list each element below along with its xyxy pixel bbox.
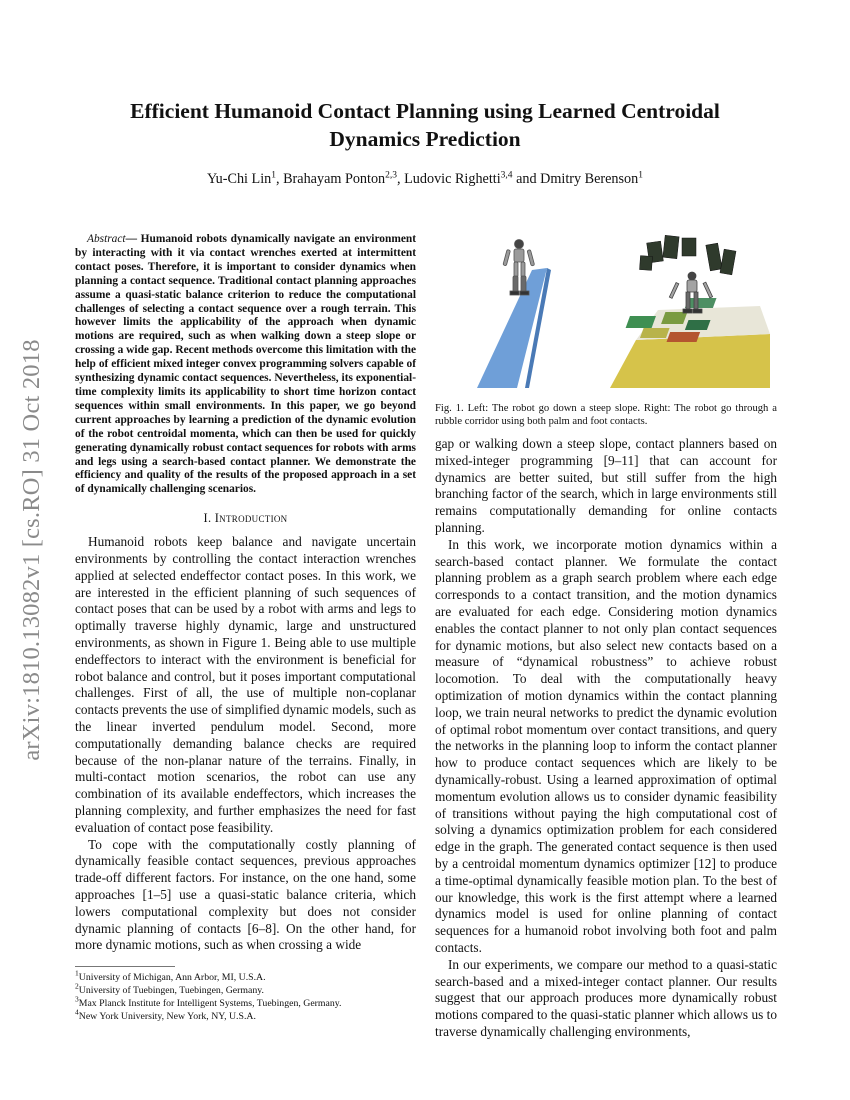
footnote-text: University of Tuebingen, Tuebingen, Germany. <box>78 985 264 997</box>
figure-caption: Fig. 1. Left: The robot go down a steep slope. Right: The robot go through a rubble corridor using both palm and foot contacts. <box>435 403 777 427</box>
footnote-mark: 2 <box>75 981 79 991</box>
abstract <box>75 233 416 497</box>
footnote-mark: 4 <box>75 1007 79 1017</box>
section-number: I. <box>203 511 212 526</box>
footnote <box>75 1007 416 1023</box>
footnote-text: New York University, New York, NY, U.S.A. <box>78 1011 256 1023</box>
affiliation-mark: 3,4 <box>500 170 513 181</box>
figure-1 <box>435 228 777 388</box>
footnote <box>75 968 416 984</box>
right-body <box>435 436 777 1041</box>
paper-title <box>80 97 770 153</box>
paragraph: In our experiments, we compare our method to a quasi-static search-based and a mixed-integer contact planner. Our results suggest that our approach produces more dynamically robust motions compared to the quasi-static planner which allows us to traverse dynamically challenging environments, <box>435 956 777 1039</box>
footnote <box>75 994 416 1010</box>
author-list <box>80 171 770 188</box>
rubble-corridor-image <box>610 228 770 388</box>
footnote-rule <box>75 966 175 967</box>
arxiv-identifier: arXiv:1810.13082v1 [cs.RO] 31 Oct 2018 <box>18 339 45 761</box>
slope-robot-image <box>437 228 597 388</box>
right-column <box>435 228 777 1041</box>
author-name: and Dmitry Berenson <box>512 171 639 187</box>
footnote <box>75 981 416 997</box>
author-name: Yu-Chi Lin <box>207 171 272 187</box>
author-name: , Ludovic Righetti <box>397 171 501 187</box>
author-name: , Brahayam Ponton <box>276 171 386 187</box>
paragraph: Humanoid robots keep balance and navigate uncertain environments by controlling the contact interaction wrenches applied at selected endeffector contact poses. In this work, we are interested in the efficient planning of such sequences of contact poses that can be used by a robot with arms and legs to optimally traverse highly dynamic, large and unstructured environments, as shown in Figure 1. Being able to use multiple endeffectors to interact with the environment is beneficial for robot balance and control, but it poses important computational challenges. First of all, the use of multiple non-coplanar contacts prevents the use of simplified dynamic models, such as the linear inverted pendulum model. Second, more computationally demanding balance checks are required because of the non-planar nature of the terrains. Finally, in multi-contact motion scenarios, the robot can use any combination of its available endeffectors, which increases the planning complexity, and further emphasizes the need for fast evaluation of contact pose feasibility. <box>75 534 416 835</box>
footnote-text: Max Planck Institute for Intelligent Systems, Tuebingen, Germany. <box>78 998 342 1010</box>
affiliation-mark: 1 <box>638 170 643 181</box>
paragraph: gap or walking down a steep slope, contact planners based on mixed-integer programming [9–11] that can account for dynamics are better suited, but still suffer from the high branching factor of the search, which in large environments still remains computationally demanding for online contacts planning. <box>435 436 777 535</box>
section-title: Introduction <box>214 511 288 526</box>
footnote-mark: 3 <box>75 994 79 1004</box>
footnote-text: University of Michigan, Ann Arbor, MI, U.S.A. <box>78 972 266 984</box>
paragraph: To cope with the computationally costly planning of dynamically feasible contact sequences, previous approaches trade-off different factors. For instance, on the one hand, some approaches [1–5] use a quasi-static balance criteria, which lowers computational complexity but does not consider dynamic planning of contacts [6–8]. On the other hand, for more dynamic motions, such as when crossing a wide <box>75 836 416 953</box>
abstract-text: — Humanoid robots dynamically navigate an environment by interacting with it via contact wrenches exerted at intermittent contact poses. Therefore, it is important to consider dynamics when planning a contact sequence. Traditional contact planning approaches assume a quasi-static balance criterion to reduce the computational challenges of selecting a contact sequence over a rough terrain. This however limits the applicability of the approach when dynamic motions are required, such as when walking down a steep slope or crossing a wide gap. Recent methods overcome this limitation with the help of efficient mixed integer convex programming solvers capable of synthesizing dynamic contact sequences. Nevertheless, its exponential-time complexity limits its applicability to short time horizon contact sequences within small environments. In this paper, we go beyond current approaches by learning a prediction of the dynamic evolution of the robot centroidal momenta, which can then be used for quickly generating dynamically robust contact sequences for robots with arms and legs using a search-based contact planner. We demonstrate the efficiency and quality of the results of the proposed approach in a set of dynamically challenging scenarios. <box>75 233 416 496</box>
affiliation-mark: 2,3 <box>385 170 398 181</box>
abstract-label: Abstract <box>87 233 126 245</box>
title-line-2: Dynamics Prediction <box>329 127 521 151</box>
title-line-1: Efficient Humanoid Contact Planning using Learned Centroidal <box>130 99 720 123</box>
paragraph: In this work, we incorporate motion dynamics within a search-based contact planner. We formulate the contact planning problem as a graph search problem where each edge corresponds to a contact transition, and the motion dynamics are evaluated for each edge. Considering motion dynamics enables the contact planner to not only plan contact sequences for dynamic motions, but also select new contacts based on a measure of “dynamical robustness” to achieve robust locomotion. To deal with the computationally heavy optimization of motion dynamics within the contact planning loop, we train neural networks to predict the dynamic evolution of optimal robot momentum over contact transitions, and query the networks in the planning loop to inform the contact planner how to produce contact sequences which are likely to be dynamically-robust. Using a learned approximation of optimal momentum evolution allows us to consider dynamic feasibility of transitions without paying the high computational cost of solving a dynamics optimization problem for each considered edge in the graph. The generated contact sequence is then used by a centroidal momentum dynamics optimizer [12] to produce a time-optimal dynamically feasible motion plan. To the best of our knowledge, this work is the first attempt where a learned dynamics model is used for online planning of contact sequences for a humanoid robot involving both foot and palm contacts. <box>435 536 777 955</box>
footnote-mark: 1 <box>75 968 79 978</box>
left-column <box>75 233 416 1023</box>
section-heading <box>75 511 416 526</box>
intro-body <box>75 534 416 954</box>
affiliation-mark: 1 <box>271 170 276 181</box>
arxiv-stamp <box>12 290 52 810</box>
